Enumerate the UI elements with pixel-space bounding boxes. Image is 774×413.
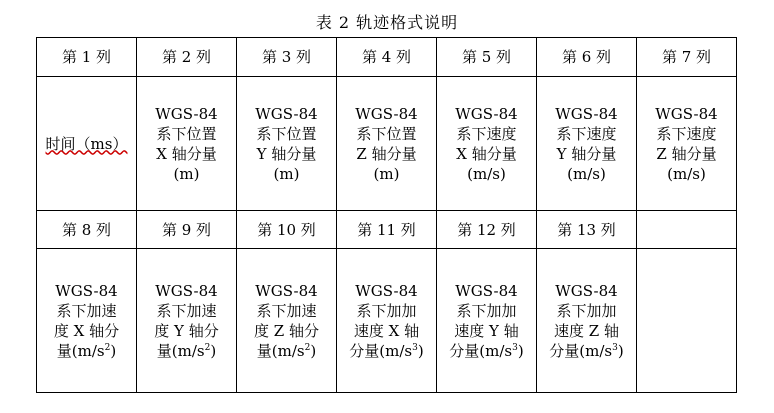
cell-line: 系下加速 (56, 301, 117, 320)
col-header-4: 第 4 列 (337, 38, 437, 77)
cell-col-12 (437, 249, 537, 393)
cell-line: (m/s) (467, 164, 506, 183)
cell-col-13 (537, 249, 637, 393)
cell-line: WGS-84 (255, 281, 318, 300)
cell-line: 系下位置 (156, 124, 217, 143)
empty-cell (637, 249, 737, 393)
cell-line: 系下速度 (656, 124, 717, 143)
cell-line-unit: 分量$(m/s^3)$ (349, 341, 424, 360)
cell-line: WGS-84 (555, 104, 618, 123)
cell-col-5 (437, 77, 537, 211)
col-header-5: 第 5 列 (437, 38, 537, 77)
cell-line: 系下位置 (356, 124, 417, 143)
cell-line: WGS-84 (655, 104, 718, 123)
cell-line: WGS-84 (355, 104, 418, 123)
cell-line: X 轴分量 (456, 144, 517, 163)
cell-line: 系下加速 (156, 301, 217, 320)
cell-line: 速度 X 轴 (353, 321, 420, 340)
header-row-2 (37, 211, 737, 249)
cell-line: WGS-84 (255, 104, 318, 123)
col-header-7: 第 7 列 (637, 38, 737, 77)
cell-line: 速度 Z 轴 (554, 321, 619, 340)
col-header-12: 第 12 列 (437, 211, 537, 249)
cell-line: (m/s) (567, 164, 606, 183)
cell-line-unit: 量$(m/s^2)$ (56, 341, 117, 360)
cell-line: 系下加加 (356, 301, 417, 320)
col-header-9: 第 9 列 (137, 211, 237, 249)
table-caption: 表 2 轨迹格式说明 (315, 13, 459, 32)
description-row-2 (37, 249, 737, 393)
cell-line: X 轴分量 (156, 144, 217, 163)
cell-line: 系下加加 (456, 301, 517, 320)
cell-line: 系下加加 (556, 301, 617, 320)
cell-line: (m/s) (667, 164, 706, 183)
cell-line: Y 轴分量 (256, 144, 317, 163)
col-header-6: 第 6 列 (537, 38, 637, 77)
cell-line: WGS-84 (55, 281, 118, 300)
cell-line: (m) (273, 164, 300, 183)
header-row-1 (37, 38, 737, 77)
cell-line: 度 Z 轴分 (254, 321, 319, 340)
col-header-11: 第 11 列 (337, 211, 437, 249)
cell-line: WGS-84 (155, 281, 218, 300)
cell-line: 时间（ms） (45, 134, 128, 153)
cell-col-9 (137, 249, 237, 393)
cell-line: Z 轴分量 (656, 144, 717, 163)
col-header-10: 第 10 列 (237, 211, 337, 249)
cell-col-3 (237, 77, 337, 211)
cell-line: WGS-84 (355, 281, 418, 300)
cell-line: WGS-84 (455, 281, 518, 300)
cell-col-8 (37, 249, 137, 393)
col-header-1: 第 1 列 (37, 38, 137, 77)
cell-col-2 (137, 77, 237, 211)
cell-line-unit: 分量$(m/s^3)$ (549, 341, 624, 360)
cell-line-unit: 量$(m/s^2)$ (256, 341, 317, 360)
cell-col-1 (37, 77, 137, 211)
cell-col-10 (237, 249, 337, 393)
cell-col-11 (337, 249, 437, 393)
cell-line: 系下速度 (556, 124, 617, 143)
empty-header-cell (637, 211, 737, 249)
cell-line: 系下位置 (256, 124, 317, 143)
col-header-3: 第 3 列 (237, 38, 337, 77)
cell-line: 系下加速 (256, 301, 317, 320)
description-row-1 (37, 77, 737, 211)
cell-line: (m) (373, 164, 400, 183)
cell-line-unit: 分量$(m/s^3)$ (449, 341, 524, 360)
cell-line: 速度 Y 轴 (454, 321, 519, 340)
col-header-13: 第 13 列 (537, 211, 637, 249)
cell-line: Z 轴分量 (356, 144, 417, 163)
cell-col-4 (337, 77, 437, 211)
cell-line: WGS-84 (555, 281, 618, 300)
cell-col-6 (537, 77, 637, 211)
col-header-8: 第 8 列 (37, 211, 137, 249)
cell-col-7 (637, 77, 737, 211)
cell-line: WGS-84 (455, 104, 518, 123)
cell-line: 度 Y 轴分 (154, 321, 219, 340)
cell-line-unit: 量$(m/s^2)$ (156, 341, 217, 360)
trajectory-format-table (36, 37, 737, 393)
cell-line: (m) (173, 164, 200, 183)
cell-line: 系下速度 (456, 124, 517, 143)
cell-line: 度 X 轴分 (53, 321, 120, 340)
col-header-2: 第 2 列 (137, 38, 237, 77)
cell-line: Y 轴分量 (556, 144, 617, 163)
cell-line: WGS-84 (155, 104, 218, 123)
